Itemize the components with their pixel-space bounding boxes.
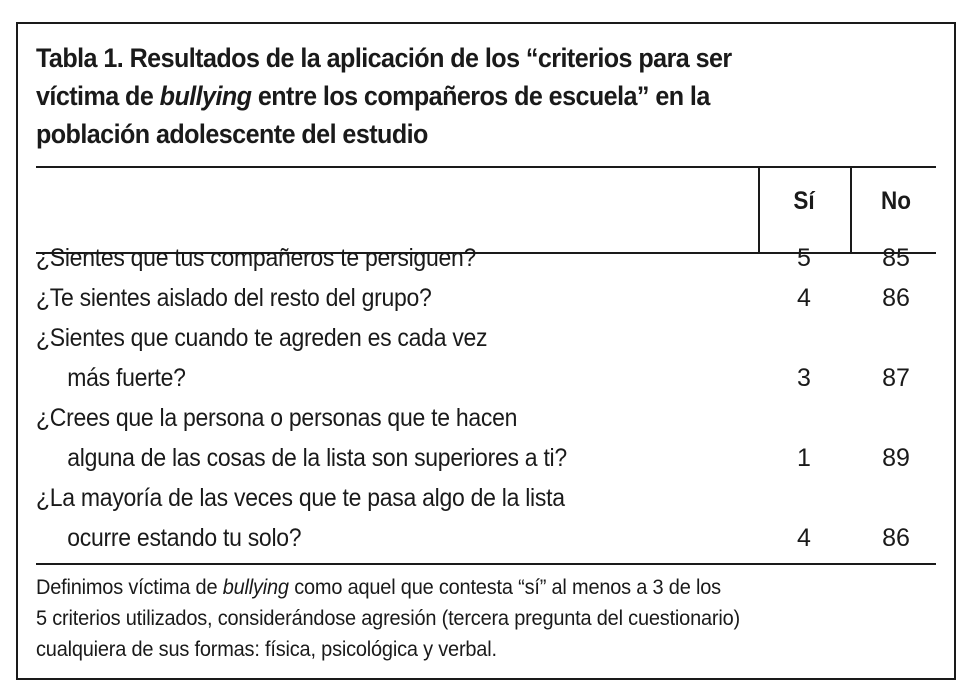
column-header-no: No	[880, 187, 911, 215]
row-1-question-line: ¿Sientes que tus compañeros te persiguen?	[36, 244, 477, 272]
row-4-si: 1	[797, 444, 811, 472]
row-2-no: 86	[882, 284, 910, 312]
footnote-line-1-a: Definimos víctima de	[36, 576, 223, 599]
table-bottom-rule	[36, 563, 936, 565]
table-frame	[16, 22, 956, 680]
row-5-question-line-2: ocurre estando tu solo?	[67, 524, 302, 552]
footnote-line-1	[36, 572, 901, 603]
row-3-no: 87	[882, 364, 910, 392]
row-1-si: 5	[797, 244, 811, 272]
title-line-2-em: bullying	[159, 81, 252, 111]
title-line-1: Tabla 1. Resultados de la aplicación de los “criterios para ser	[36, 43, 732, 73]
table-row-2-question	[36, 278, 466, 318]
row-2-si: 4	[797, 284, 811, 312]
footnote-line-1-em: bullying	[222, 576, 289, 599]
title-line-3: población adolescente del estudio	[36, 119, 428, 149]
row-5-question-line-1: ¿La mayoría de las veces que te pasa algo de la lista	[36, 484, 565, 512]
table-row-1-question	[36, 238, 514, 278]
title-line-2-b: entre los compañeros de escuela” en la	[251, 81, 710, 111]
row-1-no: 85	[882, 244, 910, 272]
title-line-2-a: víctima de	[36, 81, 160, 111]
row-3-si: 3	[797, 364, 811, 392]
row-5-si: 4	[797, 524, 811, 552]
row-4-question-line-2: alguna de las cosas de la lista son superiores a ti?	[67, 444, 567, 472]
footnote-line-1-b: como aquel que contesta “sí” al menos a 3 de los	[288, 576, 721, 599]
table-row-3-question	[36, 318, 527, 398]
table-footnote	[36, 572, 946, 665]
table-row-4-question	[36, 398, 613, 478]
footnote-line-3: cualquiera de sus formas: física, psicológica y verbal.	[36, 638, 497, 661]
row-3-question-line-1: ¿Sientes que cuando te agreden es cada vez	[36, 324, 488, 352]
row-5-no: 86	[882, 524, 910, 552]
column-header-si: Sí	[793, 187, 815, 215]
footnote-line-2: 5 criterios utilizados, considerándose agresión (tercera pregunta del cuestionario)	[36, 607, 740, 630]
row-3-question-line-2: más fuerte?	[67, 364, 186, 392]
row-4-question-line-1: ¿Crees que la persona o personas que te hacen	[36, 404, 518, 432]
row-4-no: 89	[882, 444, 910, 472]
row-2-question-line: ¿Te sientes aislado del resto del grupo?	[36, 284, 432, 312]
header-top-rule	[36, 166, 936, 168]
table-row-5-question	[36, 478, 611, 558]
table-title	[36, 39, 873, 153]
title-line-2	[36, 77, 873, 115]
